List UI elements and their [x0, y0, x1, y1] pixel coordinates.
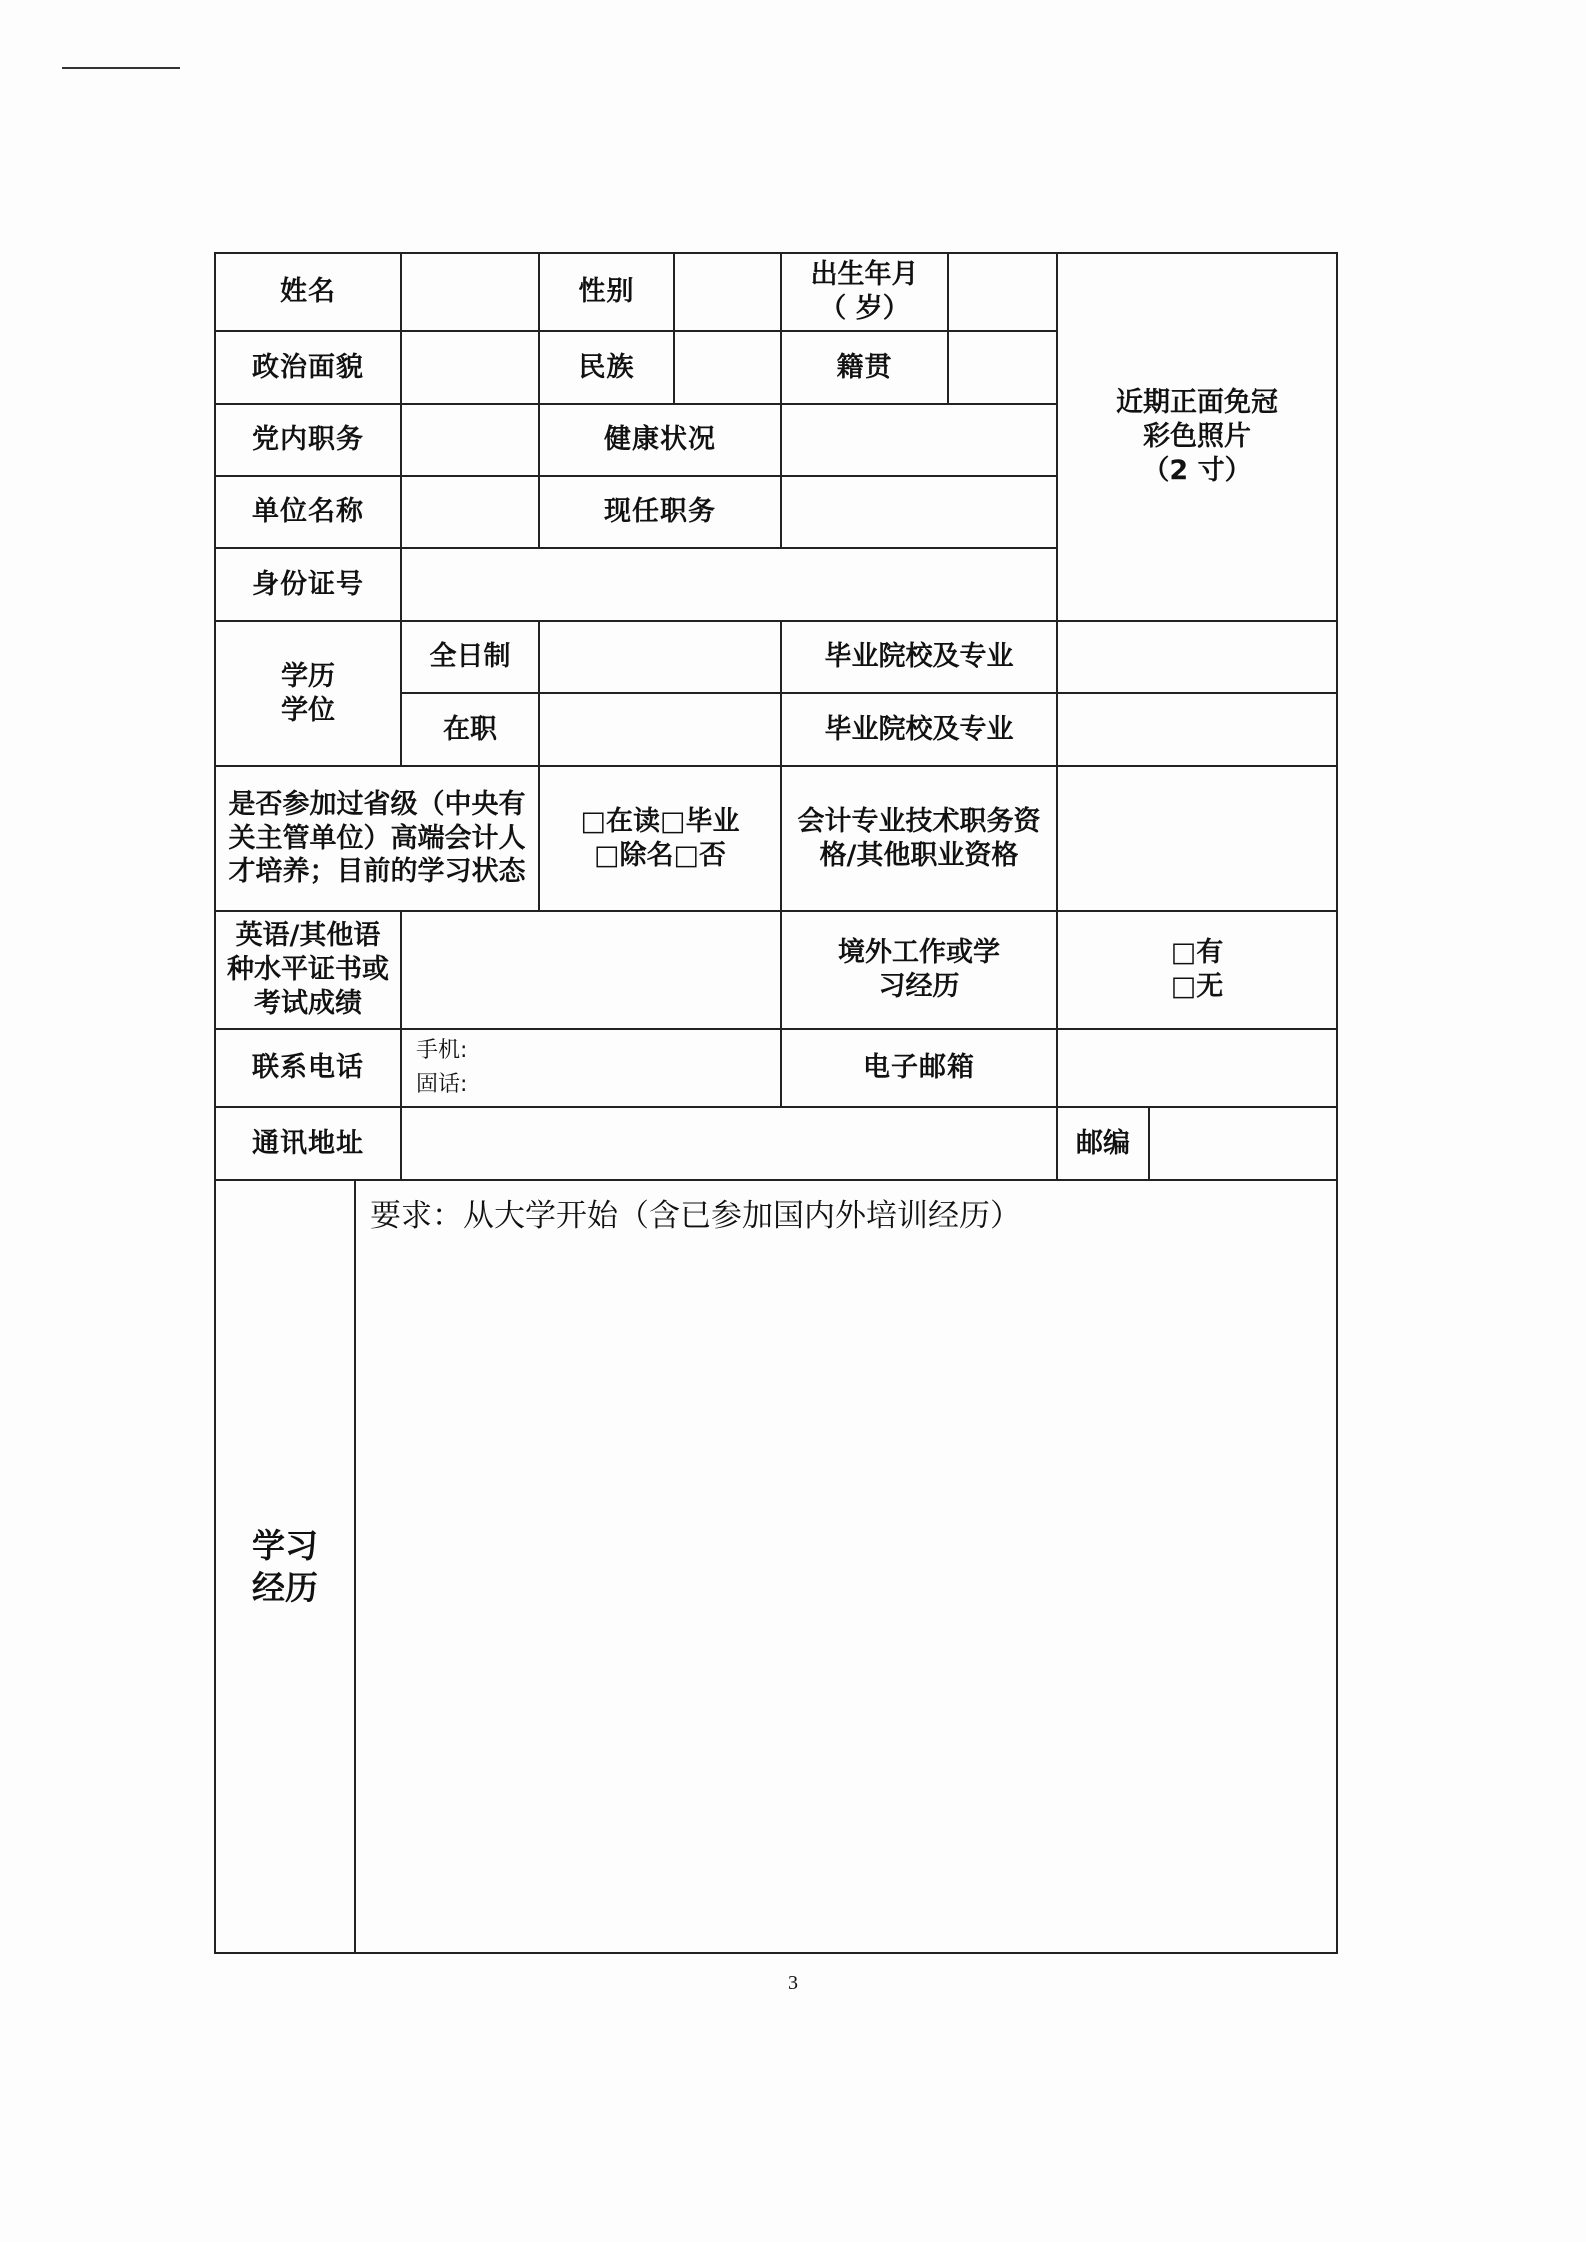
- gender-label: 性别: [539, 253, 674, 331]
- photo-line-1: 近期正面免冠: [1116, 387, 1278, 419]
- birth-age-text: （ 岁）: [819, 293, 910, 324]
- birth-field[interactable]: [948, 253, 1057, 331]
- phone-field[interactable]: [401, 1029, 781, 1107]
- education-label-line-1: 学历: [281, 660, 335, 692]
- photo-box: [1057, 253, 1337, 621]
- politics-field[interactable]: [401, 331, 539, 404]
- row-name: [215, 253, 1337, 331]
- unit-label: 单位名称: [215, 476, 401, 548]
- photo-line-2: 彩色照片: [1143, 421, 1251, 453]
- birth-label-text: 出生年月: [810, 259, 919, 291]
- study-label-line-1: 学习: [252, 1526, 318, 1566]
- email-label: 电子邮箱: [781, 1029, 1057, 1107]
- row-contact: [215, 1029, 1337, 1107]
- id-number-field[interactable]: [401, 548, 1057, 621]
- phone-label: 联系电话: [215, 1029, 401, 1107]
- address-field[interactable]: [401, 1107, 1057, 1180]
- birth-label: [781, 253, 948, 331]
- health-label: 健康状况: [539, 404, 781, 476]
- landline-label: 固话:: [416, 1072, 468, 1097]
- party-post-field[interactable]: [401, 404, 539, 476]
- school-major-field-2[interactable]: [1057, 693, 1337, 766]
- fulltime-field[interactable]: [539, 621, 781, 693]
- row-address: [215, 1107, 1337, 1180]
- ethnicity-field[interactable]: [674, 331, 781, 404]
- page-number: 3: [788, 1972, 798, 1994]
- application-form-table: [214, 252, 1338, 1954]
- school-major-label-1: 毕业院校及专业: [781, 621, 1057, 693]
- politics-label: 政治面貌: [215, 331, 401, 404]
- language-field[interactable]: [401, 911, 781, 1029]
- study-label-line-2: 经历: [252, 1567, 318, 1607]
- postcode-label: 邮编: [1057, 1107, 1149, 1180]
- current-post-field[interactable]: [781, 476, 1057, 548]
- qualification-label: 会计专业技术职务资格/其他职业资格: [781, 766, 1057, 911]
- overseas-option-yes[interactable]: □有: [1170, 937, 1224, 969]
- native-place-label: 籍贯: [781, 331, 948, 404]
- study-requirement-text: 要求：从大学开始（含已参加国内外培训经历）: [370, 1198, 1021, 1234]
- training-question: 是否参加过省级（中央有关主管单位）高端会计人才培养；目前的学习状态: [215, 766, 539, 911]
- name-field[interactable]: [401, 253, 539, 331]
- language-label: 英语/其他语种水平证书或考试成绩: [215, 911, 401, 1029]
- photo-line-3: （2 寸）: [1142, 454, 1252, 486]
- header-rule: [62, 67, 180, 69]
- overseas-option-no[interactable]: □无: [1170, 971, 1224, 1002]
- gender-field[interactable]: [674, 253, 781, 331]
- native-place-field[interactable]: [948, 331, 1057, 404]
- row-study: [215, 1180, 1337, 1953]
- address-label: 通讯地址: [215, 1107, 401, 1180]
- name-label: 姓名: [215, 253, 401, 331]
- inservice-label: 在职: [401, 693, 539, 766]
- email-field[interactable]: [1057, 1029, 1337, 1107]
- id-number-label: 身份证号: [215, 548, 401, 621]
- school-major-label-2: 毕业院校及专业: [781, 693, 1057, 766]
- row-edu-fulltime: [215, 621, 1337, 693]
- party-post-label: 党内职务: [215, 404, 401, 476]
- current-post-label: 现任职务: [539, 476, 781, 548]
- ethnicity-label: 民族: [539, 331, 674, 404]
- school-major-field-1[interactable]: [1057, 621, 1337, 693]
- overseas-options[interactable]: [1057, 911, 1337, 1029]
- row-language: [215, 911, 1337, 1029]
- training-options-line-1[interactable]: □在读□毕业: [580, 805, 740, 837]
- training-status-options[interactable]: [539, 766, 781, 911]
- postcode-field[interactable]: [1149, 1107, 1337, 1180]
- health-field[interactable]: [781, 404, 1057, 476]
- row-training: [215, 766, 1337, 911]
- unit-field[interactable]: [401, 476, 539, 548]
- qualification-field[interactable]: [1057, 766, 1337, 911]
- overseas-label: 境外工作或学习经历: [781, 911, 1057, 1029]
- education-label: [215, 621, 401, 766]
- education-label-line-2: 学位: [281, 694, 335, 726]
- mobile-label: 手机:: [416, 1038, 468, 1063]
- study-label: [215, 1180, 355, 1953]
- study-history-field[interactable]: [355, 1180, 1337, 1953]
- fulltime-label: 全日制: [401, 621, 539, 693]
- inservice-field[interactable]: [539, 693, 781, 766]
- training-options-line-2[interactable]: □除名□否: [593, 839, 727, 871]
